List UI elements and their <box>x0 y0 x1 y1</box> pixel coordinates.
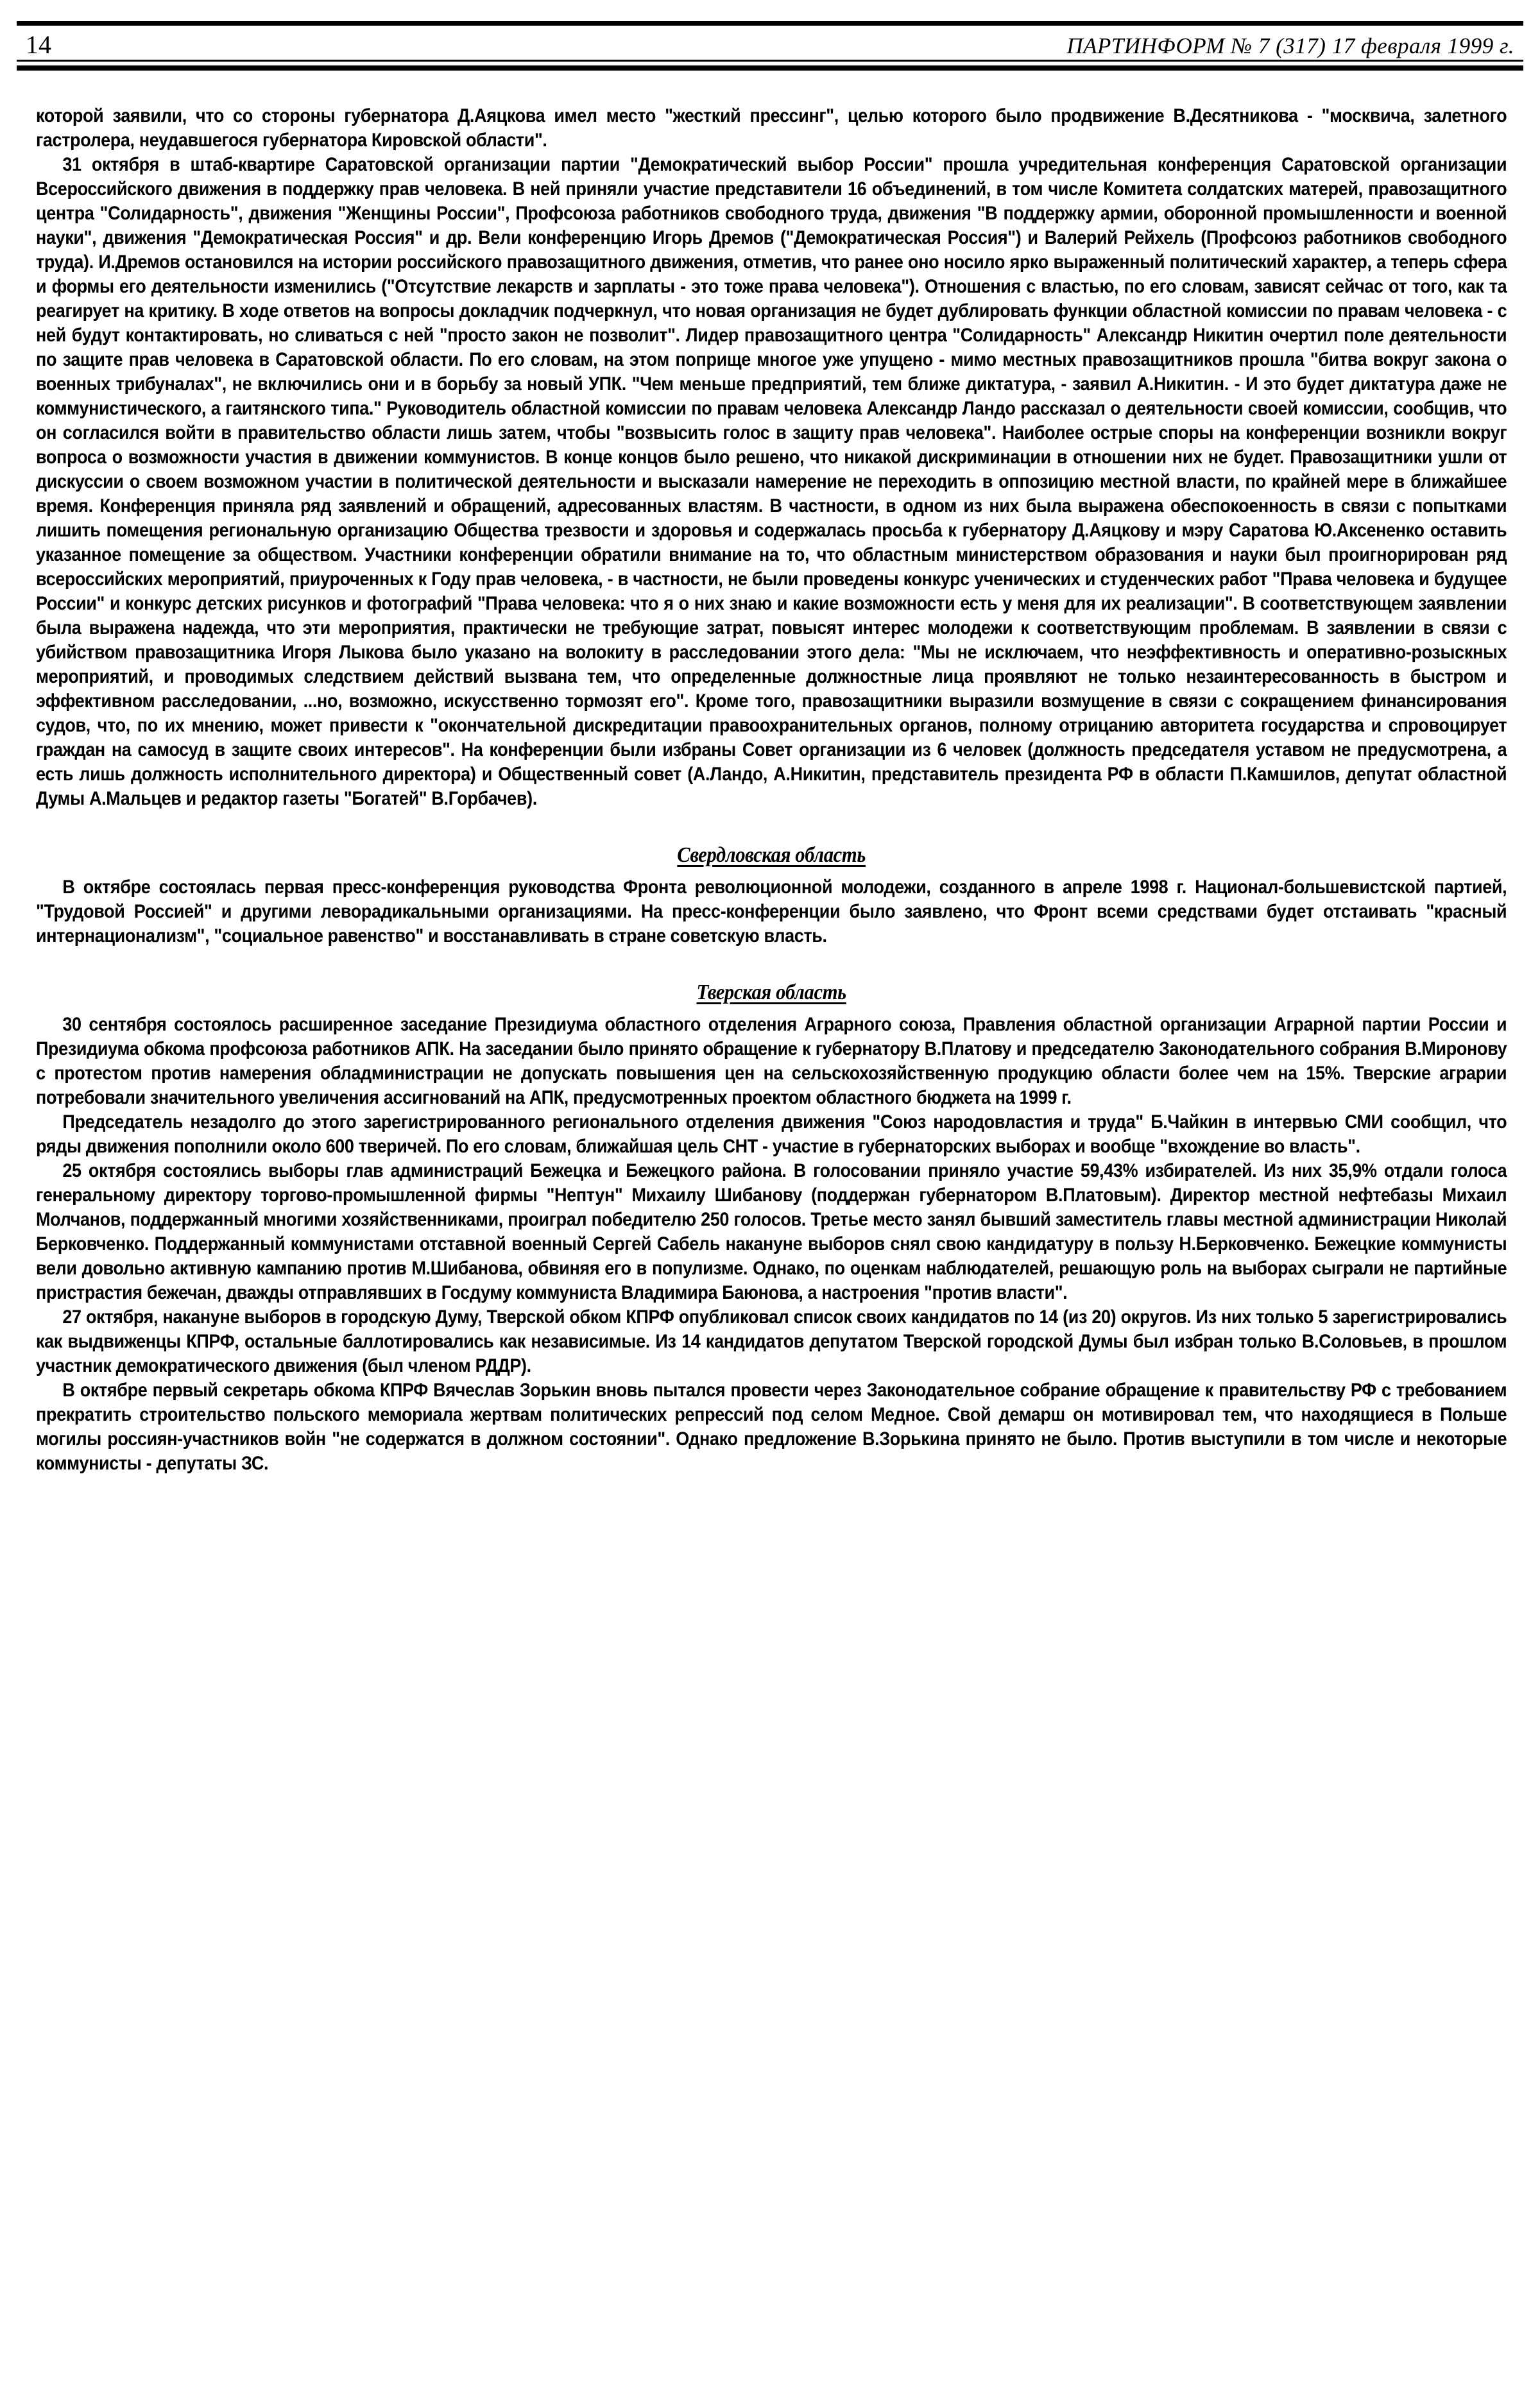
section-title: Свердловская область <box>677 843 866 867</box>
paragraph: 25 октября состоялись выборы глав администраций Бежецка и Бежецкого района. В голосовании приняло участие 59,43% избирателей. Из них 35,9% отдали голоса генеральному директору торгово-промышленной фирмы "Нептун" Михаилу Шибанову (поддержан губернатором В.Платовым). Директор местной нефтебазы Михаил Молчанов, поддержанный многими хозяйственниками, проиграл победителю 250 голосов. Третье место занял бывший заместитель главы местной администрации Николай Берковченко. Поддержанный коммунистами отставной военный Сергей Сабель накануне выборов снял свою кандидатуру в пользу Н.Берковченко. Бежецкие коммунисты вели довольно активную кампанию против М.Шибанова, обвиняя его в популизме. Однако, по оценкам наблюдателей, решающую роль на выборах сыграли не партийные пристрастия бежечан, дважды отправлявших в Госдуму коммуниста Владимира Баюнова, а настроения "против власти". <box>36 1160 1507 1303</box>
header-title: ПАРТИНФОРМ № 7 (317) 17 февраля 1999 г. <box>1066 33 1514 58</box>
paragraph: 30 сентября состоялось расширенное заседание Президиума областного отделения Аграрного союза, Правления областной организации Аграрной партии России и Президиума обкома профсоюза работников АПК. На заседании было принято обращение к губернатору В.Платову и председателю Законодательного собрания В.Миронову с протестом против намерения обладминистрации не допускать повышения цен на сельскохозяйственную продукцию области более чем на 15%. Тверские аграрии потребовали значительного увеличения ассигнований на АПК, предусмотренных проектом областного бюджета на 1999 г. <box>36 1014 1507 1108</box>
paragraph: 31 октября в штаб-квартире Саратовской организации партии "Демократический выбор России" прошла учредительная конференция Саратовской организации Всероссийского движения в поддержку прав человека. В ней приняли участие представители 16 объединений, в том числе Комитета солдатских матерей, правозащитного центра "Солидарность", движения "Женщины России", Профсоюза работников свободного труда, движения "В поддержку армии, оборонной промышленности и военной науки", движения "Демократическая Россия" и др. Вели конференцию Игорь Дремов ("Демократическая Россия") и Валерий Рейхель (Профсоюз работников свободного труда). И.Дремов остановился на истории российского правозащитного движения, отметив, что ранее оно носило ярко выраженный политический характер, а теперь сфера и формы его деятельности изменились ("Отсутствие лекарств и зарплаты - это тоже права человека"). Отношения с властью, по его словам, зависят сейчас от того, как та реагирует на критику. В ходе ответов на вопросы докладчик подчеркнул, что новая организация не будет дублировать функции областной комиссии по правам человека - с ней будут контактировать, но сливаться с ней "просто закон не позволит". Лидер правозащитного центра "Солидарность" Александр Никитин очертил поле деятельности по защите прав человека в Саратовской области. По его словам, на этом поприще многое уже упущено - мимо местных правозащитников прошла "битва вокруг закона о военных трибуналах", не включились они и в борьбу за новый УПК. "Чем меньше предприятий, тем ближе диктатура, - заявил А.Никитин. - И это будет диктатура даже не коммунистического, а гаитянского типа." Руководитель областной комиссии по правам человека Александр Ландо рассказал о деятельности своей комиссии, сообщив, что он согласился войти в правительство области лишь затем, чтобы "возвысить голос в защиту прав человека". Наиболее острые споры на конференции возникли вокруг вопроса о возможности участия в движении коммунистов. В конце концов было решено, что никакой дискриминации в отношении них не будет. Правозащитники ушли от дискуссии о своем возможном участии в политической деятельности и высказали намерение не переходить в оппозицию местной власти, по крайней мере в ближайшее время. Конференция приняла ряд заявлений и обращений, адресованных властям. В частности, в одном из них была выражена обеспокоенность в связи с попытками лишить помещения региональную организацию Общества трезвости и здоровья и содержалась просьба к губернатору Д.Аяцкову и мэру Саратова Ю.Аксененко оставить указанное помещение за обществом. Участники конференции обратили внимание на то, что областным министерством образования и науки был проигнорирован ряд всероссийских мероприятий, приуроченных к Году прав человека, - в частности, не были проведены конкурс ученических и студенческих работ "Права человека и будущее России" и конкурс детских рисунков и фотографий "Права человека: что я о них знаю и какие возможности есть у меня для их реализации". В соответствующем заявлении была выражена надежда, что эти мероприятия, практически не требующие затрат, повысят интерес молодежи к соответствующим проблемам. В заявлении в связи с убийством правозащитника Игоря Лыкова было указано на волокиту в расследовании этого дела: "Мы не исключаем, что неэффективность и оперативно-розыскных мероприятий, и проводимых следствием действий вызвана тем, что определенные должностные лица проявляют не только незаинтересованность в быстром и эффективном расследовании, ...но, возможно, искусственно тормозят его". Кроме того, правозащитники выразили возмущение в связи с сокращением финансирования судов, что, по их мнению, может привести к "окончательной дискредитации правоохранительных органов, полному отрицанию авторитета государства и спровоцирует граждан на самосуд в защите своих интересов". На конференции были избраны Совет организации из 6 человек (должность председателя уставом не предусмотрена, а есть лишь должность исполнительного директора) и Общественный совет (А.Ландо, А.Никитин, представитель президента РФ в области П.Камшилов, депутат областной Думы А.Мальцев и редактор газеты "Богатей" В.Горбачев). <box>36 154 1507 809</box>
paragraph: Председатель незадолго до этого зарегистрированного регионального отделения движения "Союз народовластия и труда" Б.Чайкин в интервью СМИ сообщил, что ряды движения пополнили около 600 тверичей. По его словам, ближайшая цель СНТ - участие в губернаторских выборах и вообще "вхождение во власть". <box>36 1111 1507 1157</box>
article-body <box>36 104 1507 1476</box>
regional-sections <box>36 843 1507 1476</box>
section-title: Тверская область <box>696 981 846 1004</box>
paragraph: 27 октября, накануне выборов в городскую Думу, Тверской обком КПРФ опубликовал список своих кандидатов по 14 (из 20) округов. Из них только 5 зарегистрировались как выдвиженцы КПРФ, остальные баллотировались как независимые. Из 14 кандидатов депутатом Тверской городской Думы был избран только В.Соловьев, в прошлом участник демократического движения (был членом РДДР). <box>36 1307 1507 1376</box>
paragraph: В октябре состоялась первая пресс-конференция руководства Фронта революционной молодежи, созданного в апреле 1998 г. Национал-большевистской партией, "Трудовой Россией" и другими леворадикальными организациями. На пресс-конференции было заявлено, что Фронт всеми средствами будет отстаивать "красный интернационализм", "социальное равенство" и восстанавливать в стране советскую власть. <box>36 877 1507 947</box>
paragraph: которой заявили, что со стороны губернатора Д.Аяцкова имел место "жесткий прессинг", целью которого было продвижение В.Десятникова - "москвича, залетного гастролера, неудавшегося губернатора Кировской области". <box>36 105 1507 151</box>
page-number: 14 <box>26 30 51 59</box>
intro-paragraphs <box>36 104 1507 811</box>
page-header-row <box>17 26 1523 62</box>
paragraph: В октябре первый секретарь обкома КПРФ Вячеслав Зорькин вновь пытался провести через Законодательное собрание обращение к правительству РФ с требованием прекратить строительство польского мемориала жертвам политических репрессий под селом Медное. Свой демарш он мотивировал тем, что находящиеся в Польше могилы россиян-участников войн "не содержатся в должном состоянии". Однако предложение В.Зорькина принято не было. Против выступили в том числе и некоторые коммунисты - депутаты ЗС. <box>36 1380 1507 1474</box>
page-header <box>17 21 1523 71</box>
